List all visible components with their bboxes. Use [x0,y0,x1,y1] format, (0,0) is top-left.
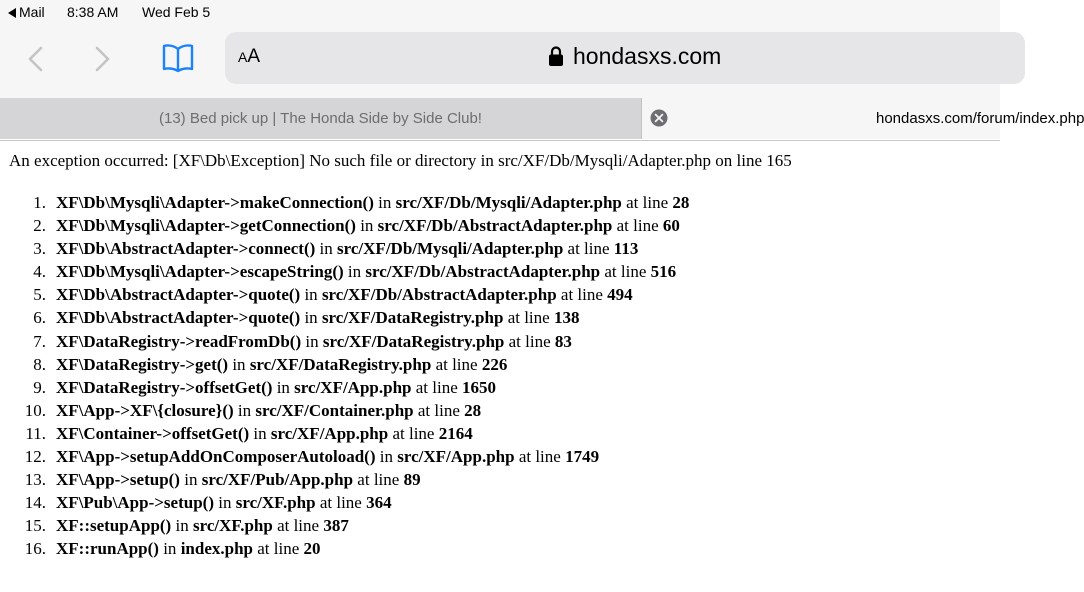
reader-view-button[interactable] [238,46,260,70]
trace-file: src/XF/Db/AbstractAdapter.php [321,285,557,305]
tab-bed-pick-up[interactable] [0,98,642,139]
trace-at-line-word: at line [417,400,460,420]
trace-call: XF\DataRegistry->readFromDb() [56,331,302,351]
trace-call: XF\Db\AbstractAdapter->quote() [56,308,301,328]
chevron-left-icon [22,44,52,74]
trace-line: 20 [303,539,321,559]
trace-number: 10. [24,400,46,420]
trace-number: 11. [25,423,46,443]
trace-at-line-word: at line [560,285,603,305]
trace-line: 2164 [438,423,473,443]
back-triangle-icon [8,8,16,18]
trace-line: 28 [672,193,690,212]
trace-file: src/XF/Db/Mysqli/Adapter.php [337,239,564,259]
url-text: hondasxs.com [573,43,722,69]
trace-call: XF\App->XF\{closure}() [56,400,234,420]
trace-number: 16. [24,539,46,559]
trace-call: XF::setupApp() [56,516,172,536]
trace-line: 60 [662,216,680,236]
status-date: Wed Feb 5 [142,4,211,20]
trace-number: 9. [33,377,46,397]
trace-at-line-word: at line [508,331,551,351]
lock-icon [548,45,564,67]
trace-number: 2. [33,216,46,236]
trace-at-line-word: at line [357,470,400,490]
trace-call: XF\Db\AbstractAdapter->quote() [56,285,301,305]
trace-in-word: in [163,539,177,559]
trace-in-word: in [360,216,374,236]
trace-line: 138 [553,308,580,328]
trace-line: 83 [554,331,572,351]
status-time: 8:38 AM [67,4,119,20]
trace-number: 7. [33,331,46,351]
trace-file: src/XF/Db/Mysqli/Adapter.php [395,193,622,212]
trace-line: 89 [403,470,421,490]
trace-line: 28 [464,400,482,420]
trace-call: XF\Pub\App->setup() [56,493,214,513]
trace-line: 1749 [565,447,600,467]
trace-in-word: in [379,447,393,467]
trace-at-line-word: at line [604,262,647,282]
trace-at-line-word: at line [392,423,435,443]
trace-in-word: in [378,193,392,212]
trace-at-line-word: at line [518,447,561,467]
chevron-right-icon [88,44,118,74]
trace-line: 113 [613,239,639,259]
trace-file: src/XF/DataRegistry.php [322,331,505,351]
trace-file: src/XF.php [192,516,273,536]
trace-line: 226 [481,354,508,374]
trace-at-line-word: at line [507,308,550,328]
bookmarks-button[interactable] [160,42,196,74]
trace-call: XF\App->setupAddOnComposerAutoload() [56,447,376,467]
back-app-label: Mail [19,4,45,20]
trace-at-line-word: at line [616,216,659,236]
trace-in-word: in [175,516,189,536]
trace-file: index.php [180,539,253,559]
trace-in-word: in [232,354,246,374]
back-button[interactable] [22,44,52,74]
trace-call: XF\DataRegistry->get() [56,354,229,374]
trace-at-line-word: at line [435,354,478,374]
reader-small-a: A [238,49,248,65]
trace-line: 387 [323,516,349,536]
trace-number: 5. [33,285,46,305]
trace-in-word: in [305,331,319,351]
trace-call: XF\Container->offsetGet() [56,423,250,443]
trace-at-line-word: at line [567,239,610,259]
forward-button[interactable] [88,44,118,74]
trace-file: src/XF.php [235,493,316,513]
trace-file: src/XF/Pub/App.php [201,470,354,490]
trace-in-word: in [218,493,232,513]
trace-in-word: in [319,239,333,259]
trace-call: XF\Db\Mysqli\Adapter->getConnection() [56,216,356,236]
trace-call: XF::runApp() [56,539,159,559]
trace-in-word: in [304,308,318,328]
tab-bar [0,98,1084,141]
trace-at-line-word: at line [626,193,669,212]
trace-call: XF\Db\Mysqli\Adapter->makeConnection() [56,193,374,212]
trace-in-word: in [304,285,318,305]
book-icon [160,42,196,74]
page-content [0,141,1000,592]
trace-file: src/XF/Container.php [255,400,414,420]
trace-at-line-word: at line [319,493,362,513]
trace-file: src/XF/Db/AbstractAdapter.php [377,216,613,236]
address-bar[interactable] [225,32,1025,84]
trace-file: src/XF/DataRegistry.php [321,308,504,328]
trace-in-word: in [253,423,267,443]
trace-file: src/XF/App.php [294,377,412,397]
trace-at-line-word: at line [277,516,320,536]
trace-at-line-word: at line [257,539,300,559]
reader-big-a: A [247,46,261,67]
trace-file: src/XF/App.php [270,423,389,443]
trace-number: 6. [33,308,46,328]
status-bar [0,0,1000,26]
trace-line: 1650 [462,377,496,397]
trace-line: 516 [650,262,677,282]
trace-file: src/XF/DataRegistry.php [249,354,432,374]
trace-in-word: in [347,262,362,282]
trace-call: XF\Db\Mysqli\Adapter->escapeString() [56,262,344,282]
trace-number: 15. [24,516,46,536]
back-to-app-button[interactable] [8,4,45,20]
trace-at-line-word: at line [415,377,458,397]
trace-number: 12. [24,447,46,467]
trace-line: 494 [607,285,633,305]
trace-call: XF\App->setup() [56,470,180,490]
exception-message: An exception occurred: [XF\Db\Exception] No such file or directory in src/XF/Db/Mysqli/Adapter.php on line 165 [9,151,792,170]
trace-in-word: in [237,400,252,420]
tab-hondasxs-forum[interactable] [642,98,1084,139]
trace-number: 14. [24,493,46,513]
trace-call: XF\Db\AbstractAdapter->connect() [56,239,316,259]
trace-in-word: in [184,470,198,490]
trace-number: 3. [33,239,46,259]
trace-line: 364 [366,493,392,513]
trace-number: 1. [33,193,46,212]
trace-number: 8. [33,354,46,374]
tab-title: (13) Bed pick up | The Honda Side by Side Club! [159,110,482,127]
trace-number: 13. [24,470,46,490]
trace-file: src/XF/Db/AbstractAdapter.php [365,262,601,282]
trace-in-word: in [276,377,290,397]
trace-number: 4. [33,262,46,282]
browser-toolbar [0,26,1000,98]
trace-file: src/XF/App.php [397,447,515,467]
trace-call: XF\DataRegistry->offsetGet() [56,377,273,397]
close-circle-icon[interactable] [650,109,668,127]
tab-title: hondasxs.com/forum/index.php [876,110,1084,127]
